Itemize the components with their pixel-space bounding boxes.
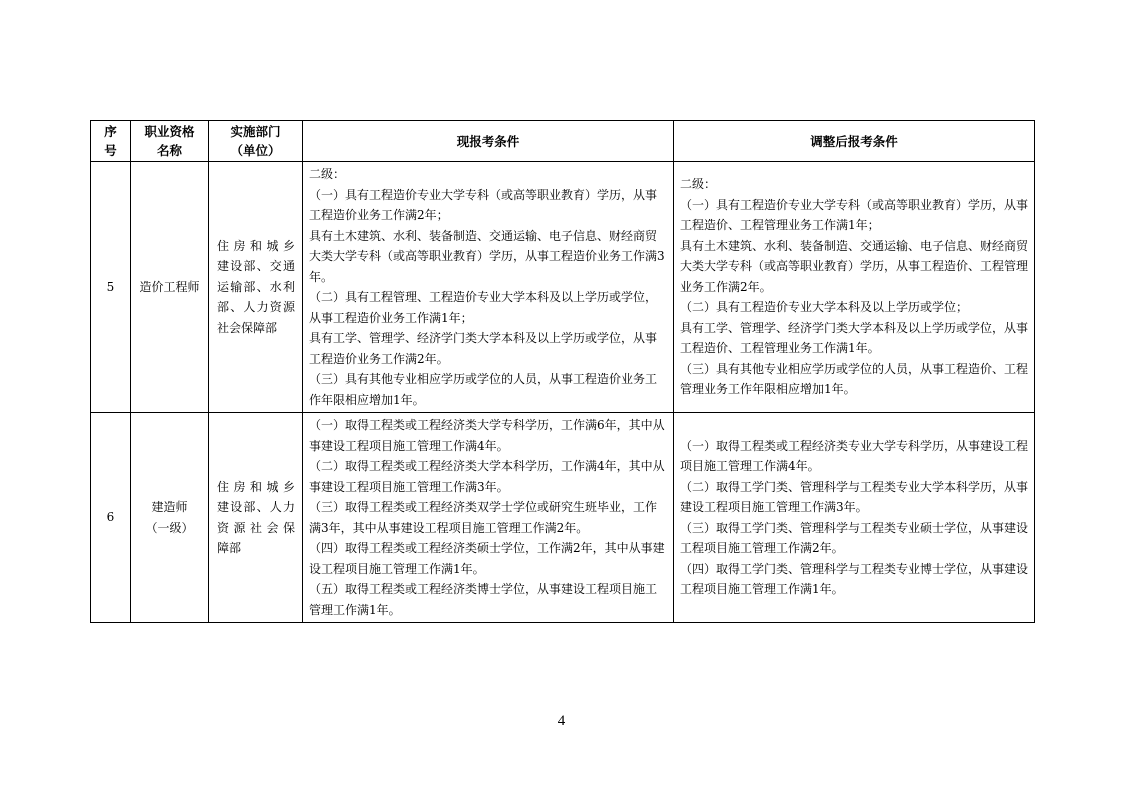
table-row [91, 162, 1035, 413]
row-qualification-name: 造价工程师 [131, 162, 209, 413]
table-row [91, 413, 1035, 623]
table-header-row [91, 121, 1035, 162]
row-adjusted-conditions: 二级： （一）具有工程造价专业大学专科（或高等职业教育）学历，从事工程造价、工程管理业务工作满1年； 具有土木建筑、水利、装备制造、交通运输、电子信息、财经商贸大类大学专科（或高等职业教育）学历，从事工程造价、工程管理业务工作满2年。 （二）具有工程造价专业大学本科及以上学历或学位； 具有工学、管理学、经济学门类大学本科及以上学历或学位，从事工程造价、工程管理业务工作满1年。 （三）具有其他专业相应学历或学位的人员，从事工程造价、工程管理业务工作年限相应增加1年。 [674, 162, 1035, 413]
row-qualification-name: 建造师 （一级） [131, 413, 209, 623]
header-department: 实施部门 （单位） [209, 121, 303, 162]
row-department: 住房和城乡 建设部、交通 运输部、水利 部、人力资源 社会保障部 [209, 162, 303, 413]
qualification-table [90, 120, 1035, 623]
row-current-conditions: 二级： （一）具有工程造价专业大学专科（或高等职业教育）学历，从事工程造价业务工作满2年； 具有土木建筑、水利、装备制造、交通运输、电子信息、财经商贸大类大学专科（或高等职业教育）学历，从事工程造价业务工作满3年。 （二）具有工程管理、工程造价专业大学本科及以上学历或学位，从事工程造价业务工作满1年； 具有工学、管理学、经济学门类大学本科及以上学历或学位，从事工程造价业务工作满2年。 （三）具有其他专业相应学历或学位的人员，从事工程造价业务工作年限相应增加1年。 [303, 162, 674, 413]
header-adjusted-conditions: 调整后报考条件 [674, 121, 1035, 162]
header-qualification-name: 职业资格 名称 [131, 121, 209, 162]
row-seq: 5 [91, 162, 131, 413]
row-seq: 6 [91, 413, 131, 623]
row-adjusted-conditions: （一）取得工程类或工程经济类专业大学专科学历，从事建设工程项目施工管理工作满4年。 （二）取得工学门类、管理科学与工程类专业大学本科学历，从事建设工程项目施工管理工作满3年。 （三）取得工学门类、管理科学与工程类专业硕士学位，从事建设工程项目施工管理工作满2年。 （四）取得工学门类、管理科学与工程类专业博士学位，从事建设工程项目施工管理工作满1年。 [674, 413, 1035, 623]
row-department: 住房和城乡 建设部、人力 资源社会保 障部 [209, 413, 303, 623]
page-number: 4 [557, 713, 566, 729]
header-seq: 序 号 [91, 121, 131, 162]
header-current-conditions: 现报考条件 [303, 121, 674, 162]
row-current-conditions: （一）取得工程类或工程经济类大学专科学历，工作满6年，其中从事建设工程项目施工管理工作满4年。 （二）取得工程类或工程经济类大学本科学历，工作满4年，其中从事建设工程项目施工管理工作满3年。 （三）取得工程类或工程经济类双学士学位或研究生班毕业，工作满3年，其中从事建设工程项目施工管理工作满2年。 （四）取得工程类或工程经济类硕士学位，工作满2年，其中从事建设工程项目施工管理工作满1年。 （五）取得工程类或工程经济类博士学位，从事建设工程项目施工管理工作满1年。 [303, 413, 674, 623]
